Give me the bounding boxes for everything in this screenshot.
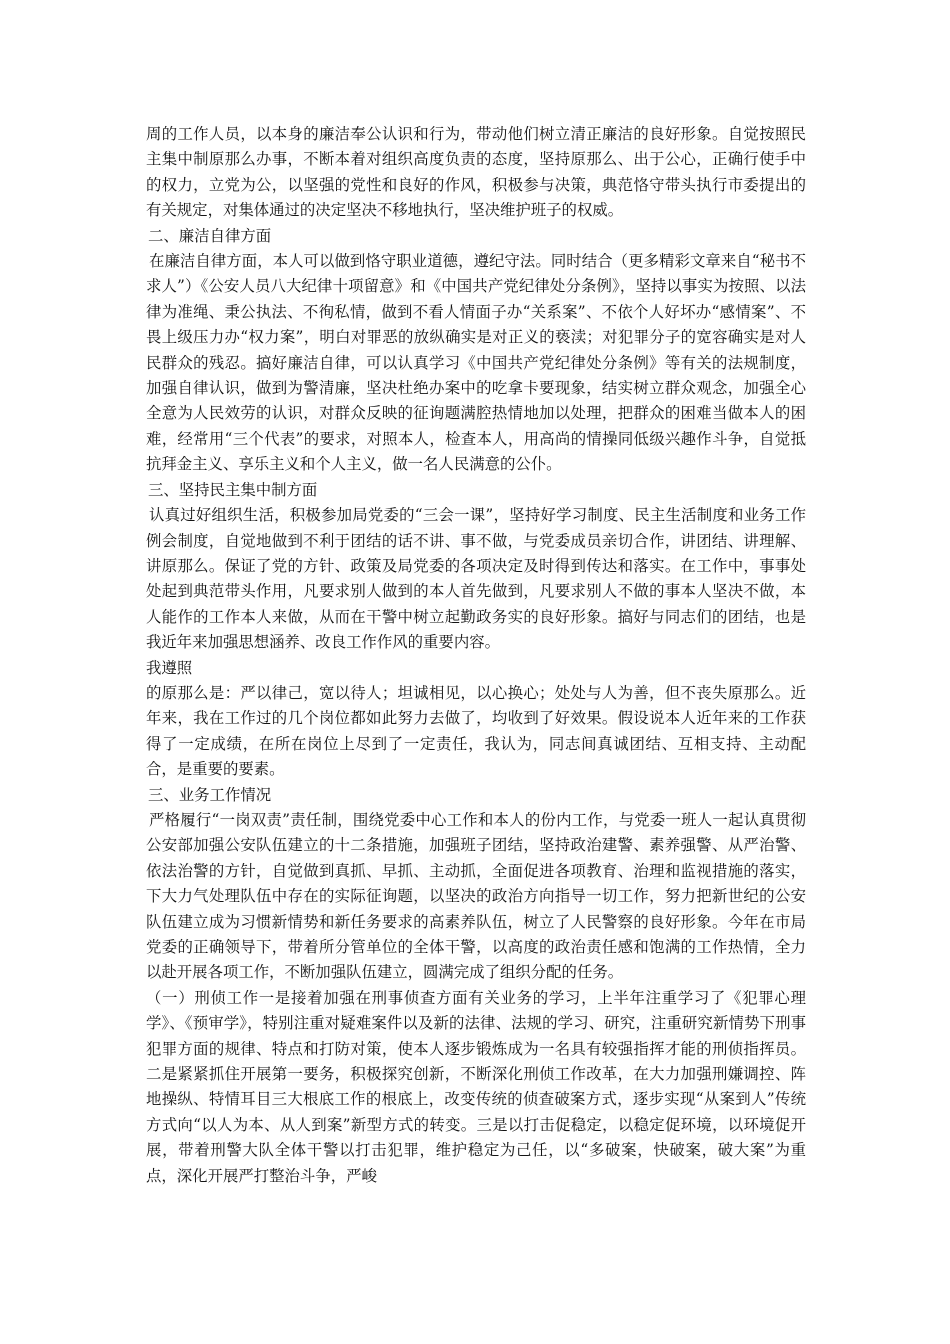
paragraph-fragment: 我遵照 [146, 658, 193, 677]
paragraph-self-discipline: 在廉洁自律方面，本人可以做到恪守职业道德，遵纪守法。同时结合（更多精彩文章来自“秘书不求人”）《公安人员八大纪律十项留意》和《中国共产党纪律处分条例》，坚持以事实为按照、以法律为准绳、秉公执法、不徇私情，做到不看人情面子办“关系案”、不依个人好坏办“感情案”、不畏上级压力办“权力案”，明白对罪恶的放纵确实是对正义的亵渎；对犯罪分子的宽容确实是对人民群众的残忍。搞好廉洁自律，可以认真学习《中国共产党纪律处分条例》等有关的法规制度，加强自律认识，做到为警清廉，坚决杜绝办案中的吃拿卡要现象，结实树立群众观念，加强全心全意为人民效劳的认识，对群众反映的征询题满腔热情地加以处理，把群众的困难当做本人的困难，经常用“三个代表”的要求，对照本人，检查本人，用高尚的情操同低级兴趣作斗争，自觉抵抗拜金主义、享乐主义和个人主义，做一名人民满意的公仆。 [146, 252, 806, 474]
paragraph-business-work: 严格履行“一岗双责”责任制，围绕党委中心工作和本人的份内工作，与党委一班人一起认真贯彻公安部加强公安队伍建立的十二条措施，加强班子团结，坚持政治建警、素养强警、从严治警、依法治警的方针，自觉做到真抓、早抓、主动抓，全面促进各项教育、治理和监视措施的落实，下大力气处理队伍中存在的实际征询题，以坚决的政治方向指导一切工作，努力把新世纪的公安队伍建立成为习惯新情势和新任务要求的高素养队伍，树立了人民警察的良好形象。今年在市局党委的正确领导下，带着所分管单位的全体干警，以高度的政治责任感和饱满的工作热情，全力以赴开展各项工作，不断加强队伍建立，圆满完成了组织分配的任务。 [146, 810, 806, 982]
paragraph-leadership-example: 周的工作人员，以本身的廉洁奉公认识和行为，带动他们树立清正廉洁的良好形象。自觉按照民主集中制原那么办事，不断本着对组织高度负责的态度，坚持原那么、出于公心，正确行使手中的权力，立党为公，以坚强的党性和良好的作风，积极参与决策，典范恪守带头执行市委提出的有关规定，对集体通过的决定坚决不移地执行，坚决维护班子的权威。 [146, 125, 806, 220]
paragraph-principles: 的原那么是：严以律己，宽以待人；坦诚相见，以心换心；处处与人为善，但不丧失原那么。近年来，我在工作过的几个岗位都如此努力去做了，均收到了好效果。假设说本人近年来的工作获得了一定成绩，在所在岗位上尽到了一定责任，我认为，同志间真诚团结、互相支持、主动配合，是重要的要素。 [146, 683, 806, 779]
section-heading-democratic-centralism: 三、坚持民主集中制方面 [148, 480, 318, 499]
section-heading-business-work: 三、业务工作情况 [148, 785, 272, 804]
section-heading-self-discipline: 二、廉洁自律方面 [148, 226, 272, 245]
document-page [146, 122, 806, 1189]
paragraph-criminal-investigation: （一）刑侦工作一是接着加强在刑事侦查方面有关业务的学习，上半年注重学习了《犯罪心理学》、《预审学》，特别注重对疑难案件以及新的法律、法规的学习、研究，注重研究新情势下刑事犯罪方面的规律、特点和打防对策，使本人逐步锻炼成为一名具有较强指挥才能的刑侦指挥员。二是紧紧抓住开展第一要务，积极探究创新，不断深化刑侦工作改革，在大力加强刑嫌调控、阵地操纵、特情耳目三大根底工作的根底上，改变传统的侦查破案方式，逐步实现“从案到人”传统方式向“以人为本、从人到案”新型方式的转变。三是以打击促稳定，以稳定促环境，以环境促开展，带着刑警大队全体干警以打击犯罪，维护稳定为己任，以“多破案，快破案，破大案”为重点，深化开展严打整治斗争，严峻 [146, 988, 806, 1185]
paragraph-democratic-centralism: 认真过好组织生活，积极参加局党委的“三会一课”，坚持好学习制度、民主生活制度和业务工作例会制度，自觉地做到不利于团结的话不讲、事不做，与党委成员亲切合作，讲团结、讲理解、讲原那么。保证了党的方针、政策及局党委的各项决定及时得到传达和落实。在工作中，事事处处起到典范带头作用，凡要求别人做到的本人首先做到，凡要求别人不做的事本人坚决不做，本人能作的工作本人来做，从而在干警中树立起勤政务实的良好形象。搞好与同志们的团结，也是我近年来加强思想涵养、改良工作作风的重要内容。 [146, 506, 806, 652]
